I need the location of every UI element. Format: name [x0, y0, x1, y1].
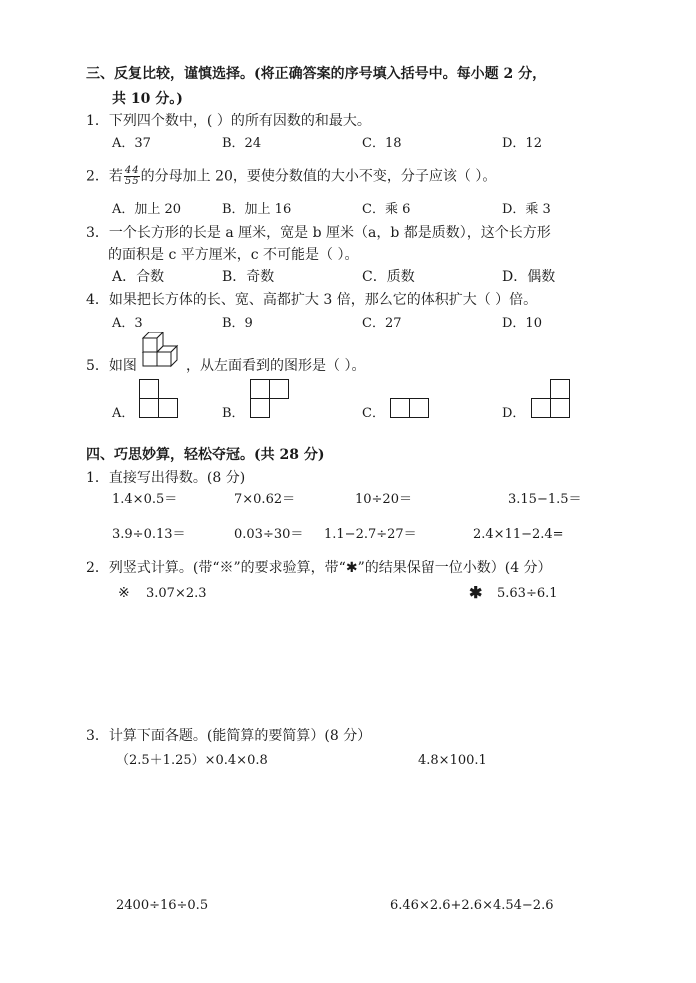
- q3-line2: 的面积是 c 平方厘米，c 不可能是（ ）。: [108, 247, 359, 263]
- p1-row1-item3: 10÷20＝: [355, 492, 412, 507]
- q2-suffix: 的分母加上 20，要使分数值的大小不变，分子应该（ ）。: [140, 168, 497, 185]
- section4-title: 四、巧思妙算，轻松夺冠。(共 28 分): [86, 447, 325, 463]
- q1-option-c: C．18: [362, 136, 402, 151]
- q3-line1: 3．一个长方形的长是 a 厘米，宽是 b 厘米（a，b 都是质数），这个长方形: [86, 225, 551, 241]
- q2-text: [86, 166, 496, 187]
- p2-left-mark: ※: [118, 585, 130, 601]
- q5-option-a: A．: [112, 406, 135, 421]
- q5-prefix: 5．如图: [86, 358, 137, 374]
- cube-stack-figure: [137, 332, 185, 374]
- q2-option-b: B．加上 16: [222, 202, 292, 217]
- q1-option-d: D．12: [502, 136, 542, 151]
- p1-row1-item2: 7×0.62＝: [234, 492, 296, 507]
- p3-item1: （2.5＋1.25）×0.4×0.8: [116, 753, 268, 768]
- q4-option-b: B．9: [222, 316, 253, 331]
- q3-option-a: A．合数: [112, 269, 165, 285]
- p1-row2-item4: 2.4×11−2.4=: [473, 527, 564, 542]
- p3-item2: 4.8×100.1: [418, 753, 487, 768]
- q2-fraction-1: $\frac{4}{5}$: [124, 165, 132, 187]
- p2-left-expression: 3.07×2.3: [146, 586, 207, 601]
- p2-right-mark: ✱: [469, 583, 483, 602]
- q4-option-d: D．10: [502, 316, 542, 331]
- q3-option-d: D．偶数: [502, 269, 556, 285]
- section3-title-line2: 共 10 分。): [112, 91, 183, 107]
- q1-option-b: B．24: [222, 136, 262, 151]
- section3-title-line1: 三、反复比较，谨慎选择。(将正确答案的序号填入括号中。每小题 2 分，: [86, 66, 547, 82]
- q5-suffix: ，从左面看到的图形是（ ）。: [186, 358, 366, 374]
- q4-text: 4．如果把长方体的长、宽、高都扩大 3 倍，那么它的体积扩大（ ）倍。: [86, 292, 538, 308]
- p1-row2-item3: 1.1−2.7÷27＝: [324, 527, 417, 542]
- q5-option-d: D．: [502, 406, 526, 421]
- p2-text: 2．列竖式计算。(带“※”的要求验算，带“✱”的结果保留一位小数）(4 分）: [86, 560, 552, 576]
- p1-row2-item2: 0.03÷30＝: [234, 527, 304, 542]
- q5-option-b: B．: [222, 406, 245, 421]
- q4-option-a: A．3: [112, 316, 143, 331]
- q1-text: 1．下列四个数中，( ）的所有因数的和最大。: [86, 113, 371, 129]
- q5-option-c: C．: [362, 406, 385, 421]
- q4-option-c: C．27: [362, 316, 402, 331]
- p1-row2-item1: 3.9÷0.13＝: [112, 527, 186, 542]
- p1-text: 1．直接写出得数。(8 分): [86, 470, 246, 486]
- q2-option-a: A．加上 20: [112, 202, 182, 217]
- q2-prefix: 2．若: [86, 168, 123, 185]
- p3-item4: 6.46×2.6+2.6×4.54−2.6: [390, 898, 554, 913]
- q2-fraction-2: $\frac{4}{5}$: [132, 165, 139, 187]
- q3-option-b: B．奇数: [222, 269, 275, 285]
- q2-option-c: C．乘 6: [362, 202, 411, 217]
- q1-option-a: A．37: [112, 136, 151, 151]
- p1-row1-item4: 3.15−1.5＝: [508, 492, 582, 507]
- p2-right-expression: 5.63÷6.1: [497, 586, 558, 601]
- q2-option-d: D．乘 3: [502, 202, 551, 217]
- p3-text: 3．计算下面各题。(能简算的要简算）(8 分）: [86, 728, 372, 744]
- p3-item3: 2400÷16÷0.5: [116, 898, 209, 913]
- q3-option-c: C．质数: [362, 269, 415, 285]
- p1-row1-item1: 1.4×0.5＝: [112, 492, 178, 507]
